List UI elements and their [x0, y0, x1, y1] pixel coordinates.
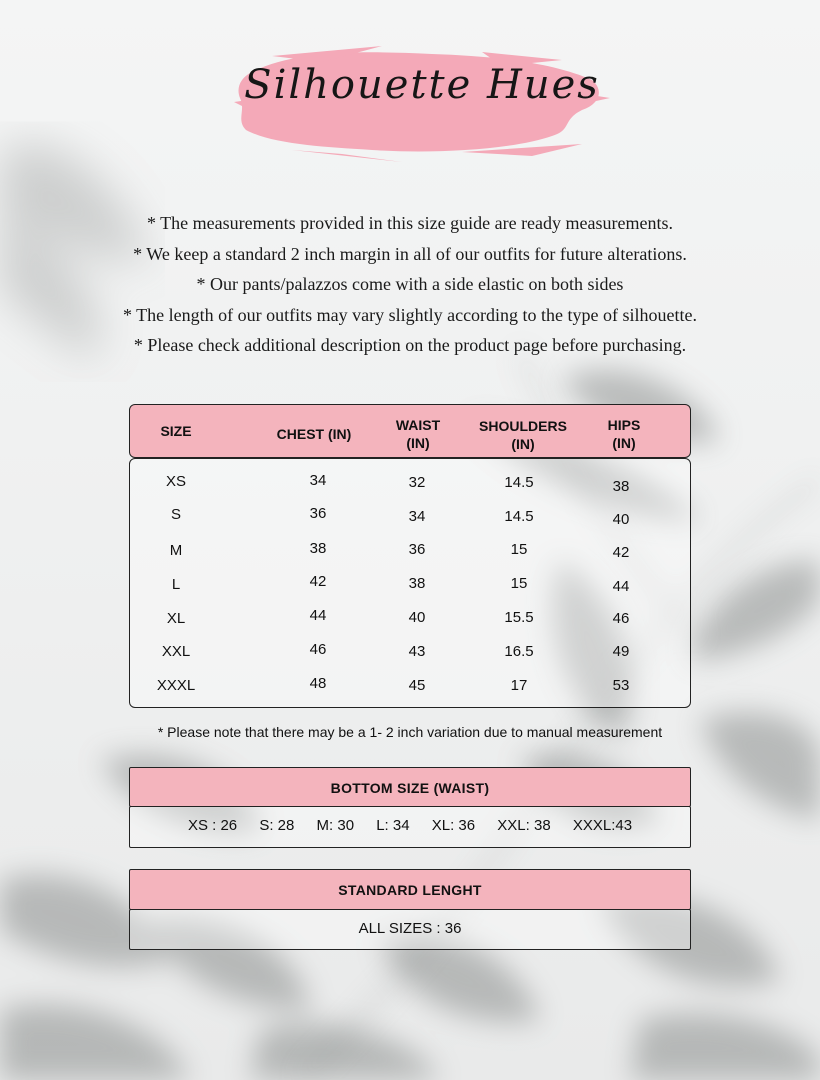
header-waist-line2: (IN)	[406, 435, 430, 451]
header-shoulders-line1: SHOULDERS	[479, 418, 567, 434]
row-waist: 43	[408, 643, 426, 660]
header-waist-line1: WAIST	[395, 417, 441, 433]
size-table-body	[129, 458, 691, 708]
bottom-size-values	[130, 817, 690, 834]
bottom-size-body	[129, 806, 691, 848]
row-chest: 48	[309, 675, 327, 692]
note-line: * Please check additional description on the product page before purchasing.	[133, 335, 687, 355]
row-shoulders: 15	[510, 541, 528, 558]
brand-title: Silhouette Hues	[244, 62, 600, 108]
bottom-size-item: M: 30	[316, 817, 355, 834]
header-chest: CHEST (IN)	[276, 426, 352, 442]
header-shoulders	[468, 417, 578, 453]
row-hips: 38	[612, 478, 630, 495]
size-table-header	[129, 404, 691, 458]
row-hips: 42	[612, 544, 630, 561]
row-shoulders: 16.5	[504, 643, 534, 660]
header-size: SIZE	[160, 423, 192, 439]
standard-length-header	[129, 869, 691, 910]
row-waist: 36	[408, 541, 426, 558]
bottom-size-header	[129, 767, 691, 807]
bottom-size-item: L: 34	[376, 817, 410, 834]
row-size: XXL	[161, 643, 191, 660]
row-hips: 53	[612, 677, 630, 694]
standard-length-title: STANDARD LENGHT	[338, 882, 482, 898]
row-shoulders: 15	[510, 575, 528, 592]
header-shoulders-line2: (IN)	[511, 436, 535, 452]
row-waist: 40	[408, 609, 426, 626]
row-waist: 38	[408, 575, 426, 592]
note-line: * The measurements provided in this size guide are ready measurements.	[147, 213, 673, 233]
size-guide-notes	[60, 208, 760, 361]
header-hips-line2: (IN)	[612, 435, 636, 451]
row-chest: 44	[309, 607, 327, 624]
header-hips	[586, 416, 662, 452]
bottom-size-title: BOTTOM SIZE (WAIST)	[330, 780, 490, 796]
row-waist: 32	[408, 474, 426, 491]
row-size: XS	[165, 473, 186, 490]
row-hips: 44	[612, 578, 630, 595]
note-line: * Our pants/palazzos come with a side elastic on both sides	[196, 274, 624, 294]
row-waist: 45	[408, 677, 426, 694]
standard-length-value: ALL SIZES : 36	[358, 920, 462, 937]
note-line: * We keep a standard 2 inch margin in all of our outfits for future alterations.	[133, 243, 687, 264]
standard-length-body	[129, 909, 691, 950]
row-waist: 34	[408, 508, 426, 525]
bottom-size-item: XXXL:43	[572, 817, 633, 834]
measurement-footnote: * Please note that there may be a 1- 2 inch variation due to manual measurement	[157, 724, 663, 740]
row-hips: 46	[612, 610, 630, 627]
header-hips-line1: HIPS	[607, 417, 641, 433]
row-size: XXXL	[156, 677, 196, 694]
note-line: * The length of our outfits may vary slightly according to the type of silhouette.	[122, 304, 698, 325]
bottom-size-item: XS : 26	[187, 817, 238, 834]
row-size: L	[171, 576, 181, 593]
row-chest: 36	[309, 505, 327, 522]
bottom-size-item: S: 28	[259, 817, 295, 834]
bottom-size-item: XL: 36	[431, 817, 476, 834]
row-size: M	[169, 542, 183, 559]
row-hips: 40	[612, 511, 630, 528]
row-hips: 49	[612, 643, 630, 660]
row-size: XL	[166, 610, 186, 627]
row-chest: 42	[309, 573, 327, 590]
row-chest: 46	[309, 641, 327, 658]
row-chest: 34	[309, 472, 327, 489]
row-size: S	[170, 506, 181, 523]
row-chest: 38	[309, 540, 327, 557]
row-shoulders: 14.5	[504, 508, 534, 525]
row-shoulders: 17	[510, 677, 528, 694]
bottom-size-item: XXL: 38	[497, 817, 551, 834]
row-shoulders: 14.5	[504, 474, 534, 491]
row-shoulders: 15.5	[504, 609, 534, 626]
header-waist	[378, 416, 458, 452]
